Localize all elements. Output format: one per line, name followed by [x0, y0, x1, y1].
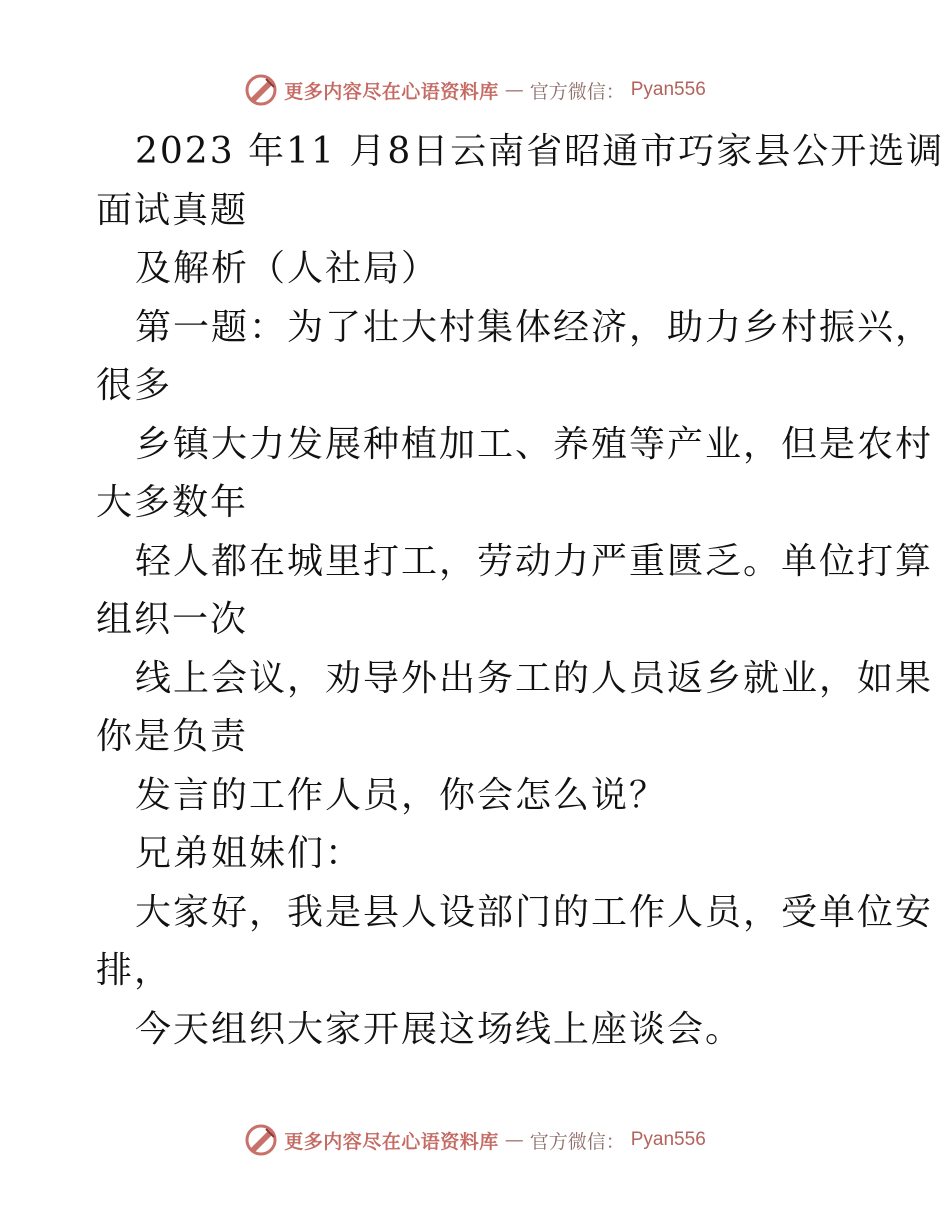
watermark-label: 官方微信：: [529, 1130, 625, 1153]
answer-line-1: 大家好，我是县人设部门的工作人员，受单位安: [135, 891, 934, 933]
question-line-6: 组织一次: [96, 599, 249, 640]
watermark-brand: 更多内容尽在心语资料库: [284, 1130, 499, 1153]
question-line-8: 你是负责: [96, 716, 249, 757]
question-line-1: 第一题：为了壮大村集体经济，助力乡村振兴，: [135, 306, 934, 348]
answer-line-2: 排，: [96, 950, 173, 991]
title-line-2: 面试真题: [96, 189, 249, 231]
answer-line-3: 今天组织大家开展这场线上座谈会。: [135, 1008, 744, 1050]
header-watermark: [0, 70, 950, 110]
question-line-9: 发言的工作人员，你会怎么说？: [135, 774, 668, 816]
brand-logo-icon: [244, 73, 278, 107]
watermark-wechat-id: Pyan556: [630, 79, 706, 100]
question-line-4: 大多数年: [96, 482, 249, 523]
answer-greeting: 兄弟姐妹们：: [135, 833, 364, 874]
watermark-dash: —: [504, 79, 524, 101]
question-line-5: 轻人都在城里打工，劳动力严重匮乏。单位打算: [135, 540, 934, 582]
watermark-wechat-id: Pyan556: [630, 1129, 706, 1150]
watermark-brand: 更多内容尽在心语资料库: [284, 80, 499, 103]
question-line-3: 乡镇大力发展种植加工、养殖等产业，但是农村: [135, 423, 934, 465]
watermark-dash: —: [504, 1129, 524, 1151]
question-line-2: 很多: [96, 365, 173, 406]
title-line-3: 及解析（人社局）: [135, 248, 440, 289]
title-line-1: 2023 年11 月8日云南省昭通市巧家县公开选调: [135, 131, 945, 172]
document-body: [96, 123, 945, 1059]
question-line-7: 线上会议，劝导外出务工的人员返乡就业，如果: [135, 657, 934, 699]
footer-watermark: [0, 1120, 950, 1160]
brand-logo-icon: [244, 1123, 278, 1157]
watermark-label: 官方微信：: [529, 80, 625, 103]
